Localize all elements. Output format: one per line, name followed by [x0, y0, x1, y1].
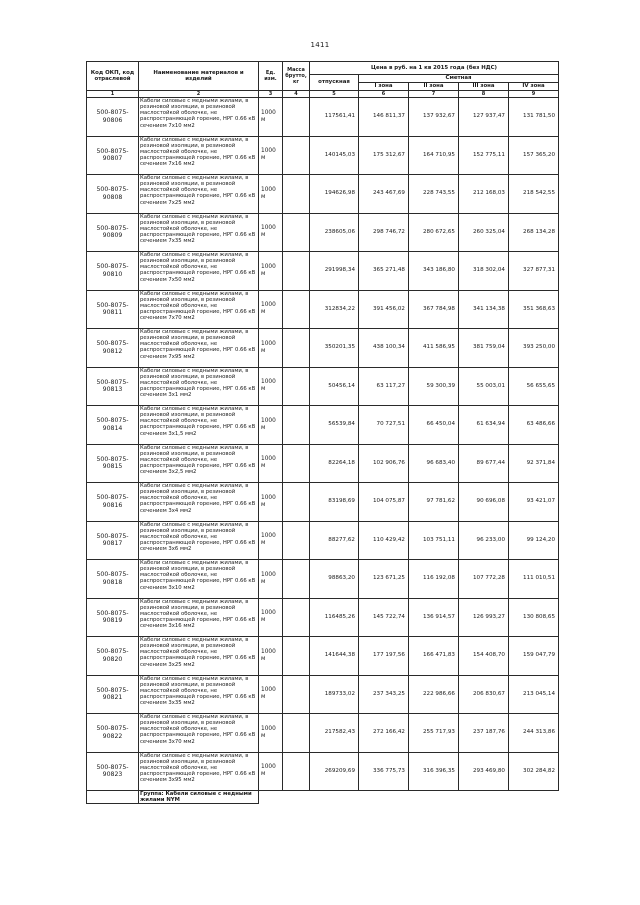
product-code: 500-8075-90809 [87, 213, 139, 252]
price-zone-1: 243 467,69 [359, 175, 409, 214]
header-code: Код ОКП, код отраслевой [87, 62, 139, 91]
column-number-row [87, 91, 559, 98]
price-zone-4: 157 365,20 [509, 136, 559, 175]
product-code: 500-8075-90808 [87, 175, 139, 214]
gross-mass [283, 136, 310, 175]
price-zone-3: 381 759,04 [459, 329, 509, 368]
price-zone-2: 228 743,55 [409, 175, 459, 214]
price-zone-2: 136 914,57 [409, 598, 459, 637]
unit-of-measure: 1000 м [259, 752, 283, 791]
gross-mass [283, 329, 310, 368]
price-zone-4: 130 808,65 [509, 598, 559, 637]
unit-of-measure: 1000 м [259, 598, 283, 637]
unit-of-measure: 1000 м [259, 521, 283, 560]
header-unit: Ед. изм. [259, 62, 283, 91]
header-zone-2: II зона [409, 83, 459, 91]
unit-of-measure: 1000 м [259, 213, 283, 252]
product-code: 500-8075-90811 [87, 290, 139, 329]
price-zone-2: 96 683,40 [409, 444, 459, 483]
price-zone-2: 280 672,65 [409, 213, 459, 252]
release-price: 116485,26 [310, 598, 359, 637]
product-code: 500-8075-90813 [87, 367, 139, 406]
table-row [87, 598, 559, 637]
release-price: 98863,20 [310, 560, 359, 599]
gross-mass [283, 483, 310, 522]
release-price: 140145,03 [310, 136, 359, 175]
product-code: 500-8075-90816 [87, 483, 139, 522]
header-estimate-price: Сметная [359, 75, 559, 83]
price-zone-2: 367 784,98 [409, 290, 459, 329]
material-name: Кабели силовые с медными жилами, в резиновой изоляции, в резиновой маслостойкой оболочке, не распространяющей горение, НРГ 0.66 кВ сечением 3х4 мм2 [139, 483, 259, 522]
product-code: 500-8075-90815 [87, 444, 139, 483]
price-zone-4: 244 313,86 [509, 714, 559, 753]
product-code: 500-8075-90812 [87, 329, 139, 368]
gross-mass [283, 175, 310, 214]
price-zone-2: 316 396,35 [409, 752, 459, 791]
price-zone-1: 438 100,34 [359, 329, 409, 368]
header-zone-3: III зона [459, 83, 509, 91]
table-row [87, 175, 559, 214]
price-zone-2: 411 586,95 [409, 329, 459, 368]
material-name: Кабели силовые с медными жилами, в резиновой изоляции, в резиновой маслостойкой оболочке, не распространяющей горение, НРГ 0.66 кВ сечением 7х35 мм2 [139, 213, 259, 252]
price-zone-4: 159 047,79 [509, 637, 559, 676]
price-zone-4: 268 134,28 [509, 213, 559, 252]
price-zone-2: 103 751,11 [409, 521, 459, 560]
price-zone-3: 107 772,28 [459, 560, 509, 599]
product-code: 500-8075-90817 [87, 521, 139, 560]
col-number: 2 [139, 91, 259, 98]
col-number: 9 [509, 91, 559, 98]
unit-of-measure: 1000 м [259, 560, 283, 599]
price-zone-3: 89 677,44 [459, 444, 509, 483]
price-zone-2: 66 450,04 [409, 406, 459, 445]
price-zone-3: 152 775,11 [459, 136, 509, 175]
gross-mass [283, 560, 310, 599]
release-price: 194626,98 [310, 175, 359, 214]
product-code: 500-8075-90822 [87, 714, 139, 753]
release-price: 291998,34 [310, 252, 359, 291]
release-price: 269209,69 [310, 752, 359, 791]
release-price: 56539,84 [310, 406, 359, 445]
table-row [87, 213, 559, 252]
col-number: 3 [259, 91, 283, 98]
release-price: 50456,14 [310, 367, 359, 406]
header-zone-1: I зона [359, 83, 409, 91]
unit-of-measure: 1000 м [259, 98, 283, 137]
price-zone-4: 213 045,14 [509, 675, 559, 714]
price-zone-2: 116 192,08 [409, 560, 459, 599]
price-zone-4: 63 486,66 [509, 406, 559, 445]
table-row [87, 714, 559, 753]
price-zone-1: 146 811,37 [359, 98, 409, 137]
price-zone-3: 212 168,03 [459, 175, 509, 214]
price-zone-2: 97 781,62 [409, 483, 459, 522]
table-row [87, 290, 559, 329]
material-name: Кабели силовые с медными жилами, в резиновой изоляции, в резиновой маслостойкой оболочке, не распространяющей горение, НРГ 0.66 кВ сечением 7х70 мм2 [139, 290, 259, 329]
group-label: Группа: Кабели силовые с медными жилами NYM [139, 791, 259, 804]
table-row [87, 444, 559, 483]
col-number: 7 [409, 91, 459, 98]
gross-mass [283, 406, 310, 445]
price-zone-3: 126 993,27 [459, 598, 509, 637]
product-code: 500-8075-90807 [87, 136, 139, 175]
unit-of-measure: 1000 м [259, 637, 283, 676]
price-zone-4: 327 877,31 [509, 252, 559, 291]
material-name: Кабели силовые с медными жилами, в резиновой изоляции, в резиновой маслостойкой оболочке, не распространяющей горение, НРГ 0.66 кВ сечением 3х35 мм2 [139, 675, 259, 714]
unit-of-measure: 1000 м [259, 714, 283, 753]
gross-mass [283, 637, 310, 676]
product-code: 500-8075-90810 [87, 252, 139, 291]
col-number: 4 [283, 91, 310, 98]
product-code: 500-8075-90814 [87, 406, 139, 445]
material-name: Кабели силовые с медными жилами, в резиновой изоляции, в резиновой маслостойкой оболочке, не распространяющей горение, НРГ 0.66 кВ сечением 7х50 мм2 [139, 252, 259, 291]
material-name: Кабели силовые с медными жилами, в резиновой изоляции, в резиновой маслостойкой оболочке, не распространяющей горение, НРГ 0.66 кВ сечением 3х16 мм2 [139, 598, 259, 637]
header-release-price: отпускная [310, 75, 359, 91]
price-zone-4: 302 284,82 [509, 752, 559, 791]
material-name: Кабели силовые с медными жилами, в резиновой изоляции, в резиновой маслостойкой оболочке, не распространяющей горение, НРГ 0.66 кВ сечением 3х25 мм2 [139, 637, 259, 676]
col-number: 1 [87, 91, 139, 98]
product-code: 500-8075-90819 [87, 598, 139, 637]
price-zone-1: 336 775,73 [359, 752, 409, 791]
col-number: 8 [459, 91, 509, 98]
header-zone-4: IV зона [509, 83, 559, 91]
table-row [87, 406, 559, 445]
table-row [87, 637, 559, 676]
col-number: 6 [359, 91, 409, 98]
price-zone-3: 61 634,94 [459, 406, 509, 445]
price-zone-1: 391 456,02 [359, 290, 409, 329]
price-zone-3: 154 408,70 [459, 637, 509, 676]
price-zone-4: 111 010,51 [509, 560, 559, 599]
group-empty-cell [87, 791, 139, 804]
unit-of-measure: 1000 м [259, 675, 283, 714]
table-row [87, 560, 559, 599]
price-zone-4: 99 124,20 [509, 521, 559, 560]
material-name: Кабели силовые с медными жилами, в резиновой изоляции, в резиновой маслостойкой оболочке, не распространяющей горение, НРГ 0.66 кВ сечением 7х95 мм2 [139, 329, 259, 368]
unit-of-measure: 1000 м [259, 175, 283, 214]
price-zone-2: 164 710,95 [409, 136, 459, 175]
table-row [87, 367, 559, 406]
price-zone-4: 393 250,00 [509, 329, 559, 368]
table-row [87, 675, 559, 714]
price-table [86, 61, 559, 804]
release-price: 189733,02 [310, 675, 359, 714]
price-zone-4: 218 542,55 [509, 175, 559, 214]
price-zone-2: 255 717,93 [409, 714, 459, 753]
unit-of-measure: 1000 м [259, 367, 283, 406]
material-name: Кабели силовые с медными жилами, в резиновой изоляции, в резиновой маслостойкой оболочке, не распространяющей горение, НРГ 0.66 кВ сечением 3х70 мм2 [139, 714, 259, 753]
gross-mass [283, 98, 310, 137]
material-name: Кабели силовые с медными жилами, в резиновой изоляции, в резиновой маслостойкой оболочке, не распространяющей горение, НРГ 0.66 кВ сечением 3х10 мм2 [139, 560, 259, 599]
release-price: 312834,22 [310, 290, 359, 329]
material-name: Кабели силовые с медными жилами, в резиновой изоляции, в резиновой маслостойкой оболочке, не распространяющей горение, НРГ 0.66 кВ сечением 7х16 мм2 [139, 136, 259, 175]
gross-mass [283, 213, 310, 252]
price-zone-3: 341 134,38 [459, 290, 509, 329]
price-zone-2: 222 986,66 [409, 675, 459, 714]
price-zone-4: 93 421,07 [509, 483, 559, 522]
table-row [87, 136, 559, 175]
header-mass: Масса брутто, кг [283, 62, 310, 91]
gross-mass [283, 521, 310, 560]
price-zone-1: 237 343,25 [359, 675, 409, 714]
price-zone-4: 131 781,50 [509, 98, 559, 137]
price-zone-3: 318 302,04 [459, 252, 509, 291]
price-zone-1: 123 671,25 [359, 560, 409, 599]
material-name: Кабели силовые с медными жилами, в резиновой изоляции, в резиновой маслостойкой оболочке, не распространяющей горение, НРГ 0.66 кВ сечением 7х10 мм2 [139, 98, 259, 137]
gross-mass [283, 675, 310, 714]
product-code: 500-8075-90818 [87, 560, 139, 599]
price-zone-4: 92 371,84 [509, 444, 559, 483]
price-zone-1: 272 166,42 [359, 714, 409, 753]
price-zone-3: 96 233,00 [459, 521, 509, 560]
release-price: 350201,35 [310, 329, 359, 368]
price-zone-1: 102 906,76 [359, 444, 409, 483]
price-zone-2: 137 932,67 [409, 98, 459, 137]
gross-mass [283, 367, 310, 406]
price-zone-3: 206 830,67 [459, 675, 509, 714]
gross-mass [283, 444, 310, 483]
material-name: Кабели силовые с медными жилами, в резиновой изоляции, в резиновой маслостойкой оболочке, не распространяющей горение, НРГ 0.66 кВ сечением 7х25 мм2 [139, 175, 259, 214]
header-name: Наименование материалов и изделий [139, 62, 259, 91]
table-row [87, 252, 559, 291]
gross-mass [283, 714, 310, 753]
unit-of-measure: 1000 м [259, 136, 283, 175]
product-code: 500-8075-90823 [87, 752, 139, 791]
gross-mass [283, 290, 310, 329]
price-zone-1: 104 075,87 [359, 483, 409, 522]
price-zone-1: 145 722,74 [359, 598, 409, 637]
material-name: Кабели силовые с медными жилами, в резиновой изоляции, в резиновой маслостойкой оболочке, не распространяющей горение, НРГ 0.66 кВ сечением 3х1 мм2 [139, 367, 259, 406]
price-zone-4: 56 655,65 [509, 367, 559, 406]
price-zone-2: 343 186,80 [409, 252, 459, 291]
price-zone-1: 63 117,27 [359, 367, 409, 406]
release-price: 217582,43 [310, 714, 359, 753]
release-price: 83198,69 [310, 483, 359, 522]
price-zone-4: 351 368,63 [509, 290, 559, 329]
table-row [87, 521, 559, 560]
unit-of-measure: 1000 м [259, 406, 283, 445]
price-zone-1: 365 271,48 [359, 252, 409, 291]
price-zone-1: 298 746,72 [359, 213, 409, 252]
price-zone-3: 237 187,76 [459, 714, 509, 753]
release-price: 82264,18 [310, 444, 359, 483]
material-name: Кабели силовые с медными жилами, в резиновой изоляции, в резиновой маслостойкой оболочке, не распространяющей горение, НРГ 0.66 кВ сечением 3х2,5 мм2 [139, 444, 259, 483]
material-name: Кабели силовые с медными жилами, в резиновой изоляции, в резиновой маслостойкой оболочке, не распространяющей горение, НРГ 0.66 кВ сечением 3х95 мм2 [139, 752, 259, 791]
unit-of-measure: 1000 м [259, 329, 283, 368]
gross-mass [283, 252, 310, 291]
gross-mass [283, 598, 310, 637]
page-number: 1411 [310, 41, 330, 49]
price-zone-3: 55 003,01 [459, 367, 509, 406]
release-price: 88277,62 [310, 521, 359, 560]
product-code: 500-8075-90820 [87, 637, 139, 676]
table-row [87, 752, 559, 791]
material-name: Кабели силовые с медными жилами, в резиновой изоляции, в резиновой маслостойкой оболочке, не распространяющей горение, НРГ 0.66 кВ сечением 3х6 мм2 [139, 521, 259, 560]
product-code: 500-8075-90821 [87, 675, 139, 714]
price-zone-1: 110 429,42 [359, 521, 409, 560]
unit-of-measure: 1000 м [259, 444, 283, 483]
price-zone-3: 127 937,47 [459, 98, 509, 137]
unit-of-measure: 1000 м [259, 483, 283, 522]
release-price: 117561,41 [310, 98, 359, 137]
gross-mass [283, 752, 310, 791]
price-zone-2: 59 300,39 [409, 367, 459, 406]
price-zone-1: 177 197,56 [359, 637, 409, 676]
material-name: Кабели силовые с медными жилами, в резиновой изоляции, в резиновой маслостойкой оболочке, не распространяющей горение, НРГ 0.66 кВ сечением 3х1,5 мм2 [139, 406, 259, 445]
unit-of-measure: 1000 м [259, 252, 283, 291]
table-row [87, 483, 559, 522]
price-zone-3: 90 696,08 [459, 483, 509, 522]
table-row [87, 329, 559, 368]
price-zone-2: 166 471,83 [409, 637, 459, 676]
unit-of-measure: 1000 м [259, 290, 283, 329]
price-zone-1: 175 312,67 [359, 136, 409, 175]
price-zone-1: 70 727,51 [359, 406, 409, 445]
price-zone-3: 293 469,80 [459, 752, 509, 791]
col-number: 5 [310, 91, 359, 98]
release-price: 141644,38 [310, 637, 359, 676]
group-row [87, 791, 559, 804]
table-row [87, 98, 559, 137]
release-price: 238605,06 [310, 213, 359, 252]
header-price-title: Цена в руб. на 1 кв 2015 года (без НДС) [310, 62, 559, 75]
product-code: 500-8075-90806 [87, 98, 139, 137]
price-zone-3: 260 325,04 [459, 213, 509, 252]
